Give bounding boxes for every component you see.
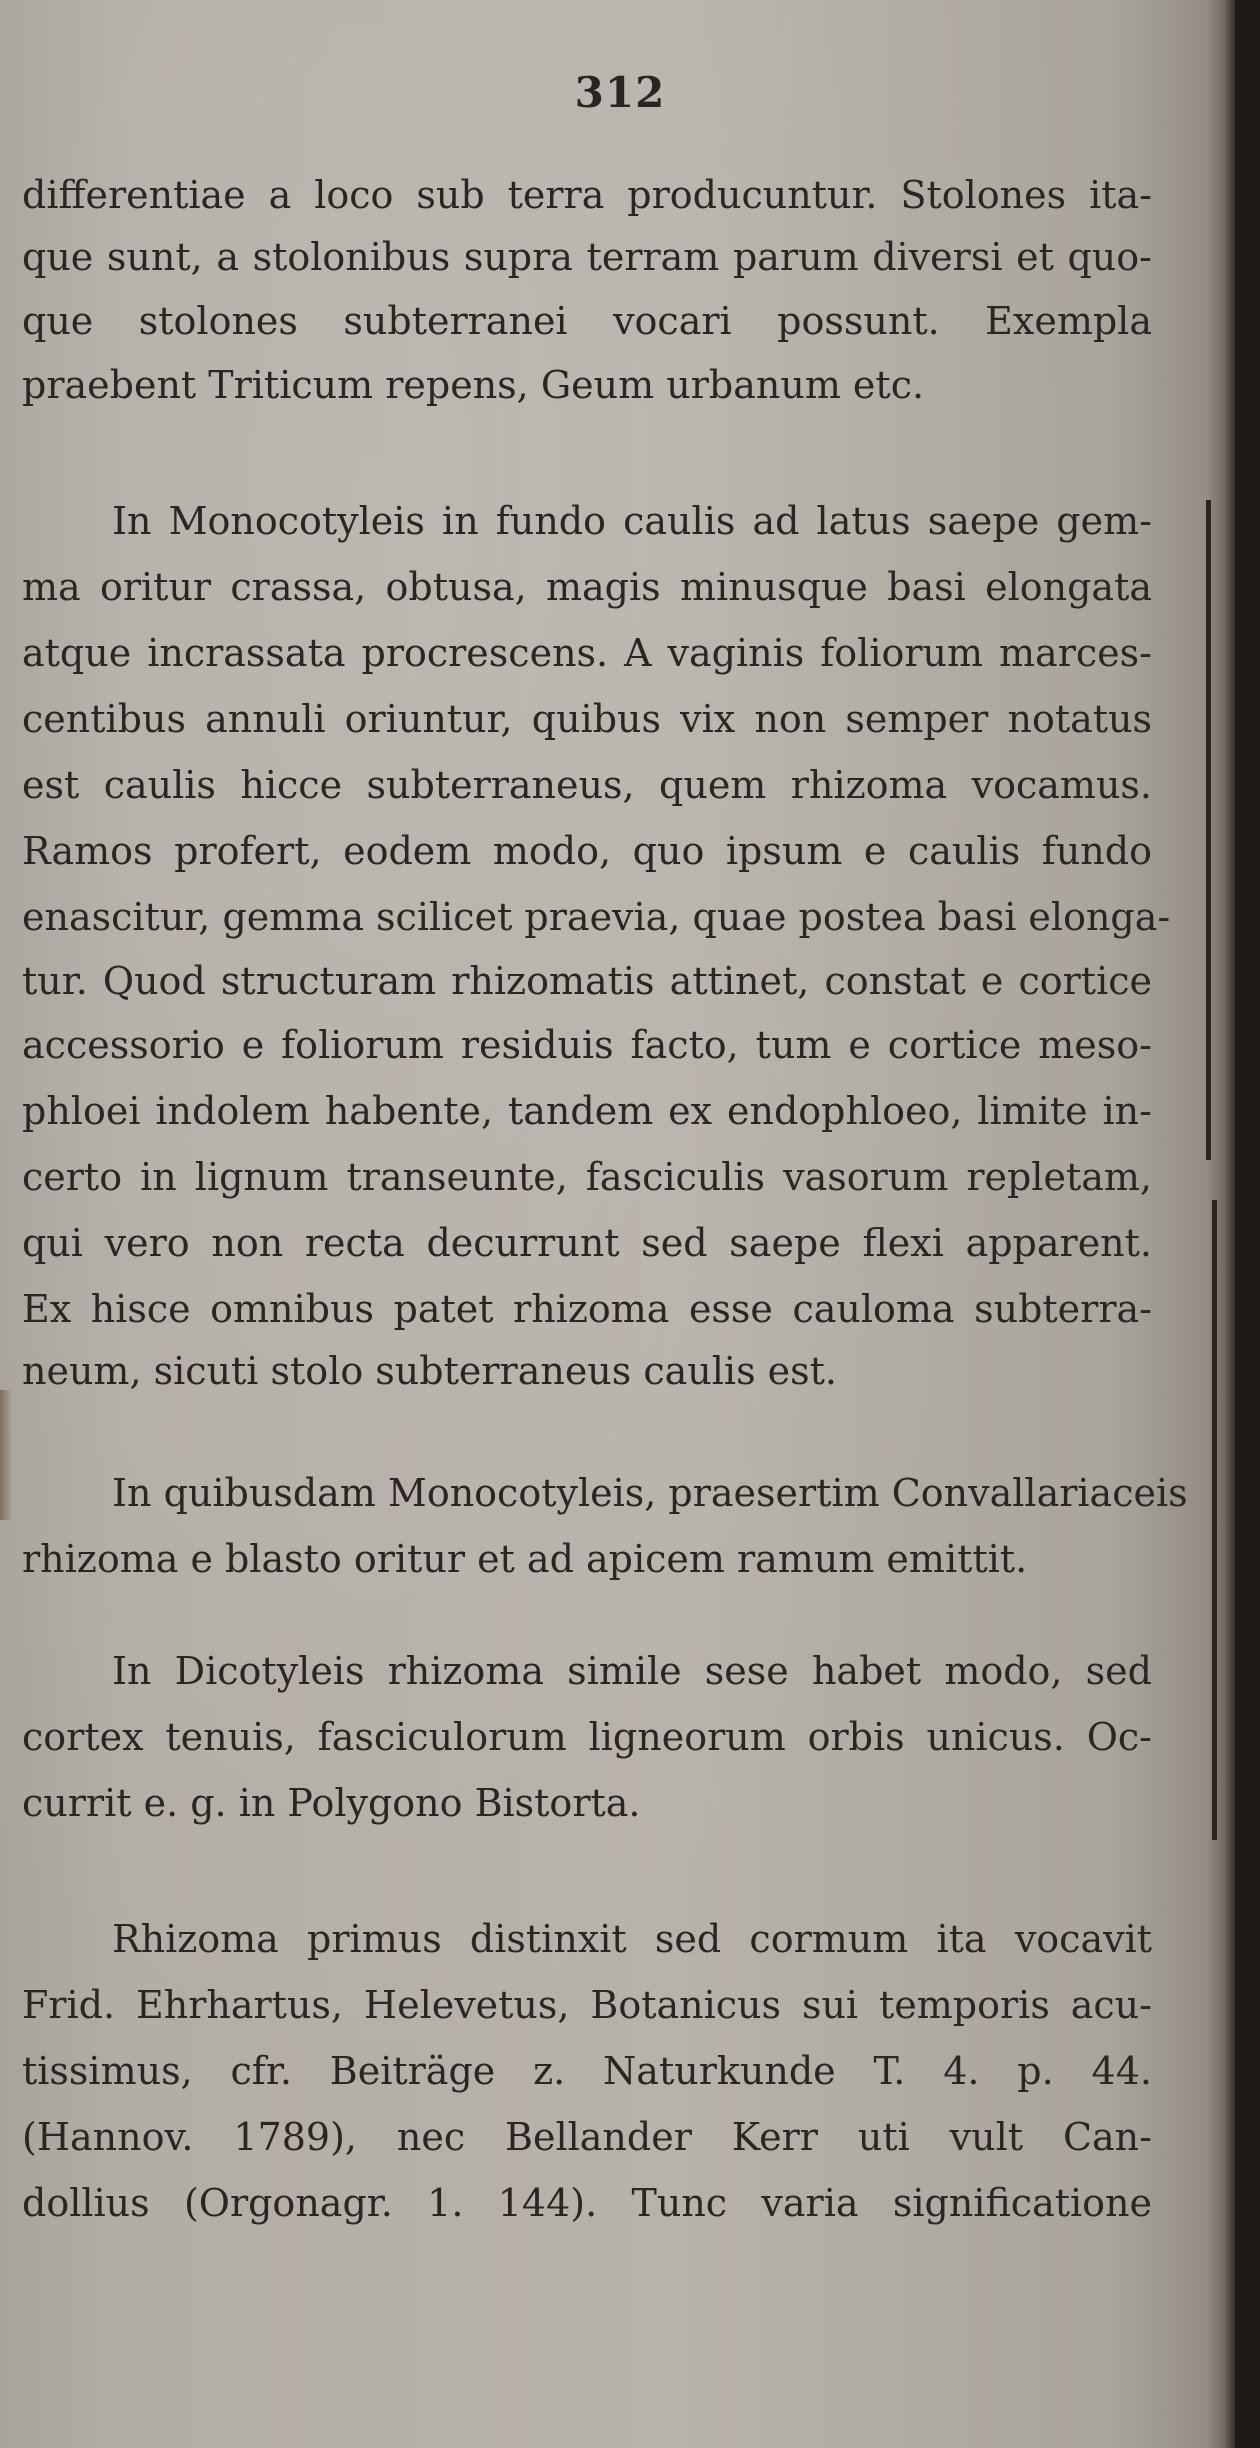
text-line: qui vero non recta decurrunt sed saepe flexi apparent. <box>22 1221 1152 1265</box>
text-line: tissimus, cfr. Beiträge z. Naturkunde T. 4. p. 44. <box>22 2049 1152 2093</box>
text-line: neum, sicuti stolo subterraneus caulis est. <box>22 1349 837 1393</box>
text-line: atque incrassata procrescens. A vaginis foliorum marces- <box>22 631 1152 675</box>
text-line: enascitur, gemma scilicet praevia, quae postea basi elonga- <box>22 895 1171 939</box>
text-line: currit e. g. in Polygono Bistorta. <box>22 1781 641 1825</box>
page-number: 312 <box>574 68 666 117</box>
page-edge-mark <box>1206 500 1211 1160</box>
text-line: cortex tenuis, fasciculorum ligneorum orbis unicus. Oc- <box>22 1715 1152 1759</box>
page-edge-mark <box>1212 1200 1217 1840</box>
text-line: Rhizoma primus distinxit sed cormum ita vocavit <box>112 1917 1152 1961</box>
text-line: est caulis hicce subterraneus, quem rhizoma vocamus. <box>22 763 1152 807</box>
text-line: (Hannov. 1789), nec Bellander Kerr uti vult Can- <box>22 2115 1152 2159</box>
text-line: Frid. Ehrhartus, Helevetus, Botanicus sui temporis acu- <box>22 1983 1152 2027</box>
text-line: In Dicotyleis rhizoma simile sese habet modo, sed <box>112 1649 1152 1693</box>
text-line: certo in lignum transeunte, fasciculis vasorum repletam, <box>22 1155 1152 1199</box>
text-line: que sunt, a stolonibus supra terram parum diversi et quo- <box>22 235 1152 279</box>
text-line: rhizoma e blasto oritur et ad apicem ramum emittit. <box>22 1537 1028 1581</box>
left-edge-shadow <box>0 1390 12 1520</box>
text-line: differentiae a loco sub terra producuntur. Stolones ita- <box>22 173 1152 217</box>
text-line: praebent Triticum repens, Geum urbanum etc. <box>22 363 925 407</box>
text-line: In quibusdam Monocotyleis, praesertim Convallariaceis <box>112 1471 1188 1515</box>
text-line: Ramos profert, eodem modo, quo ipsum e caulis fundo <box>22 829 1152 873</box>
text-line: centibus annuli oriuntur, quibus vix non semper notatus <box>22 697 1152 741</box>
text-line: Ex hisce omnibus patet rhizoma esse cauloma subterra- <box>22 1287 1152 1331</box>
text-line: ma oritur crassa, obtusa, magis minusque basi elongata <box>22 565 1152 609</box>
text-line: que stolones subterranei vocari possunt. Exempla <box>22 299 1152 343</box>
text-line: phloei indolem habente, tandem ex endophloeo, limite in- <box>22 1089 1152 1133</box>
text-line: accessorio e foliorum residuis facto, tum e cortice meso- <box>22 1023 1152 1067</box>
text-line: In Monocotyleis in fundo caulis ad latus saepe gem- <box>112 499 1152 543</box>
text-line: tur. Quod structuram rhizomatis attinet, constat e cortice <box>22 959 1152 1003</box>
text-line: dollius (Orgonagr. 1. 144). Tunc varia significatione <box>22 2181 1152 2225</box>
